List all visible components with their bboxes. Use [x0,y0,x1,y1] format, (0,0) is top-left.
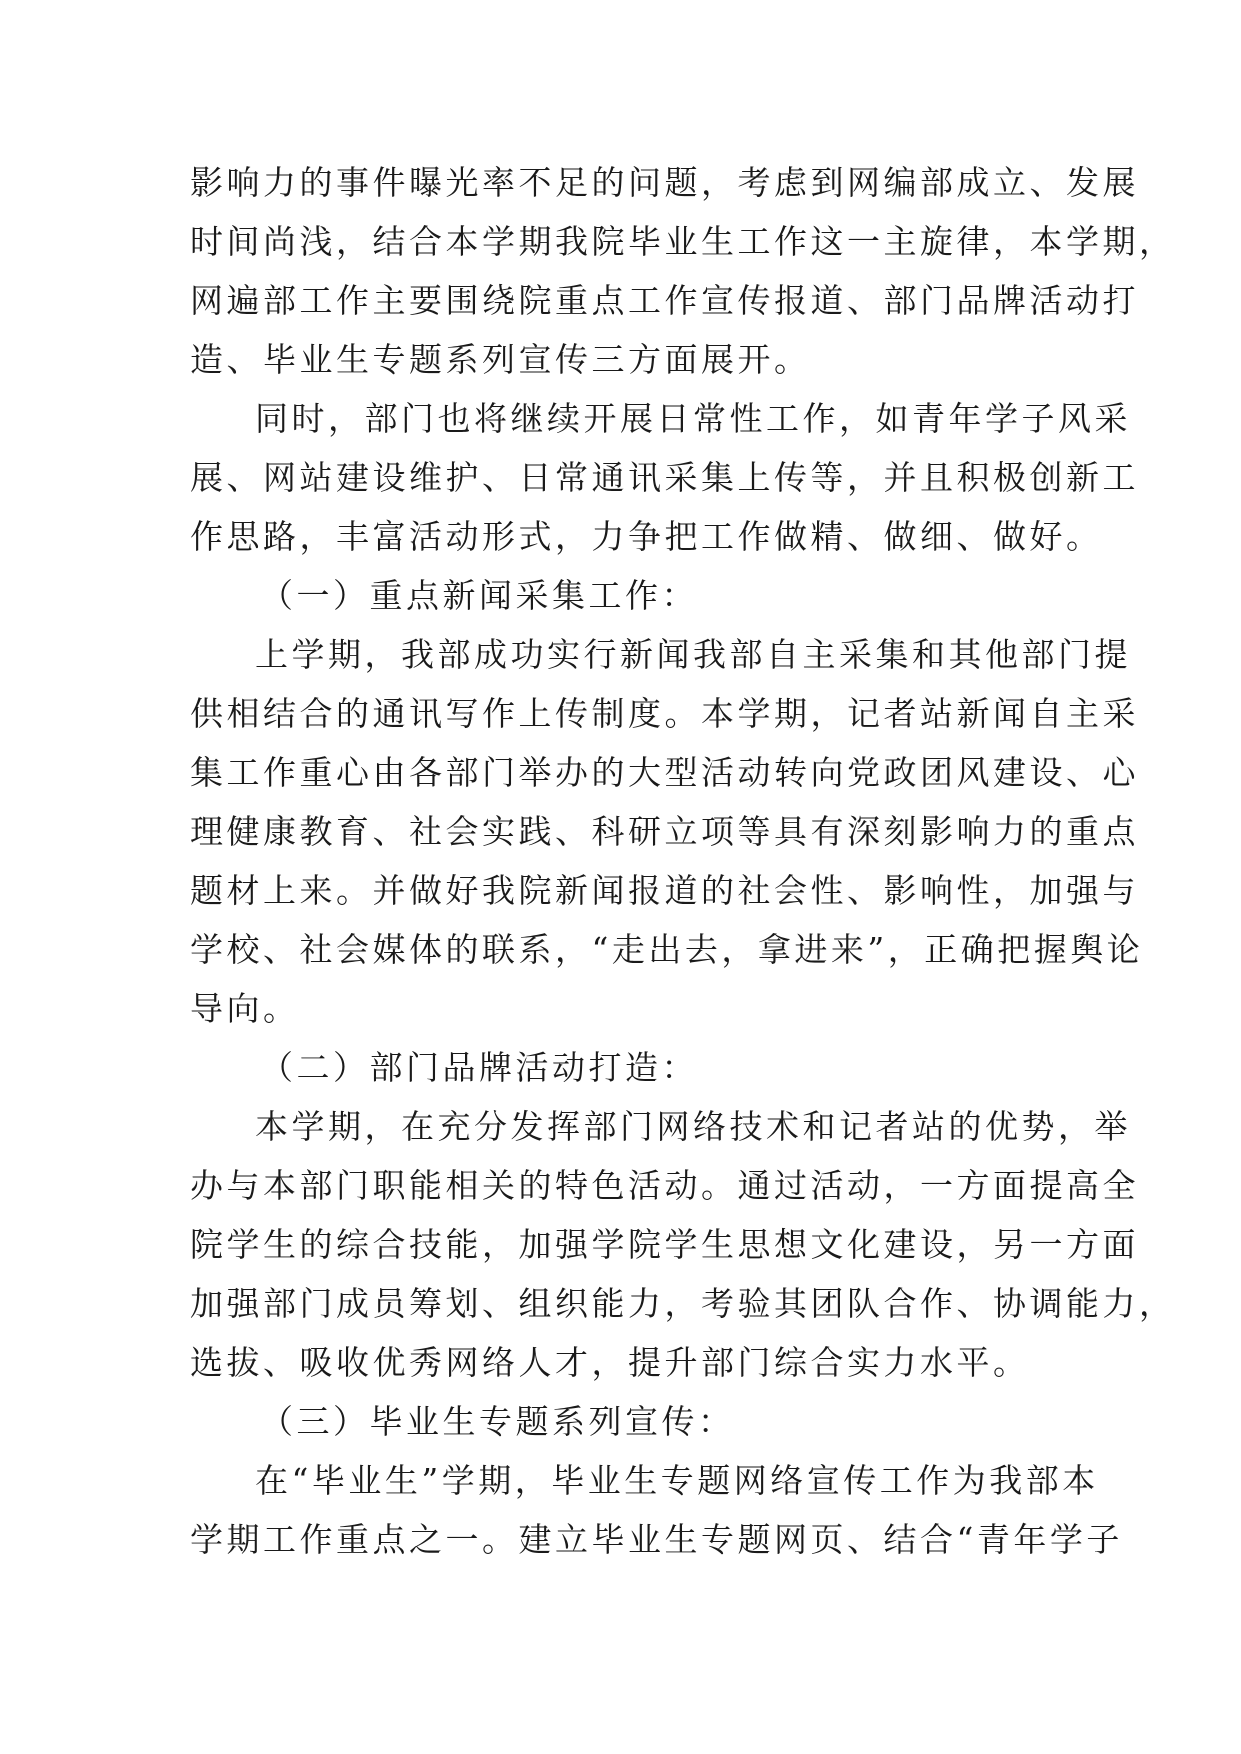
body-line: 学期工作重点之一。建立毕业生专题网页、结合“青年学子 [190,1520,1123,1559]
body-line: 学校、社会媒体的联系，“走出去，拿进来”，正确把握舆论 [190,930,1144,969]
body-line: 理健康教育、社会实践、科研立项等具有深刻影响力的重点 [190,812,1139,851]
body-line: 题材上来。并做好我院新闻报道的社会性、影响性，加强与 [190,871,1139,910]
body-line: 网遍部工作主要围绕院重点工作宣传报道、部门品牌活动打 [190,281,1139,320]
body-line: 时间尚浅，结合本学期我院毕业生工作这一主旋律，本学期， [190,222,1176,261]
section-heading-2: （二）部门品牌活动打造： [260,1048,698,1087]
document-body [190,153,1176,1569]
body-line: 办与本部门职能相关的特色活动。通过活动，一方面提高全 [190,1166,1139,1205]
section-heading-1: （一）重点新闻采集工作： [260,576,698,615]
body-line: 作思路，丰富活动形式，力争把工作做精、做细、做好。 [190,517,1103,556]
body-line: 影响力的事件曝光率不足的问题，考虑到网编部成立、发展 [190,163,1139,202]
body-line: 供相结合的通讯写作上传制度。本学期，记者站新闻自主采 [190,694,1139,733]
paragraph-start-line: 在“毕业生”学期，毕业生专题网络宣传工作为我部本 [255,1461,1099,1500]
body-line: 加强部门成员筹划、组织能力，考验其团队合作、协调能力， [190,1284,1176,1323]
paragraph-start-line: 本学期，在充分发挥部门网络技术和记者站的优势，举 [255,1107,1131,1146]
paragraph-start-line: 同时，部门也将继续开展日常性工作，如青年学子风采 [255,399,1131,438]
body-line: 导向。 [190,989,300,1028]
body-line: 集工作重心由各部门举办的大型活动转向党政团风建设、心 [190,753,1139,792]
section-heading-3: （三）毕业生专题系列宣传： [260,1402,735,1441]
body-line: 选拔、吸收优秀网络人才，提升部门综合实力水平。 [190,1343,1030,1382]
body-line: 造、毕业生专题系列宣传三方面展开。 [190,340,811,379]
body-line: 院学生的综合技能，加强学院学生思想文化建设，另一方面 [190,1225,1139,1264]
paragraph-start-line: 上学期，我部成功实行新闻我部自主采集和其他部门提 [255,635,1131,674]
body-line: 展、网站建设维护、日常通讯采集上传等，并且积极创新工 [190,458,1139,497]
